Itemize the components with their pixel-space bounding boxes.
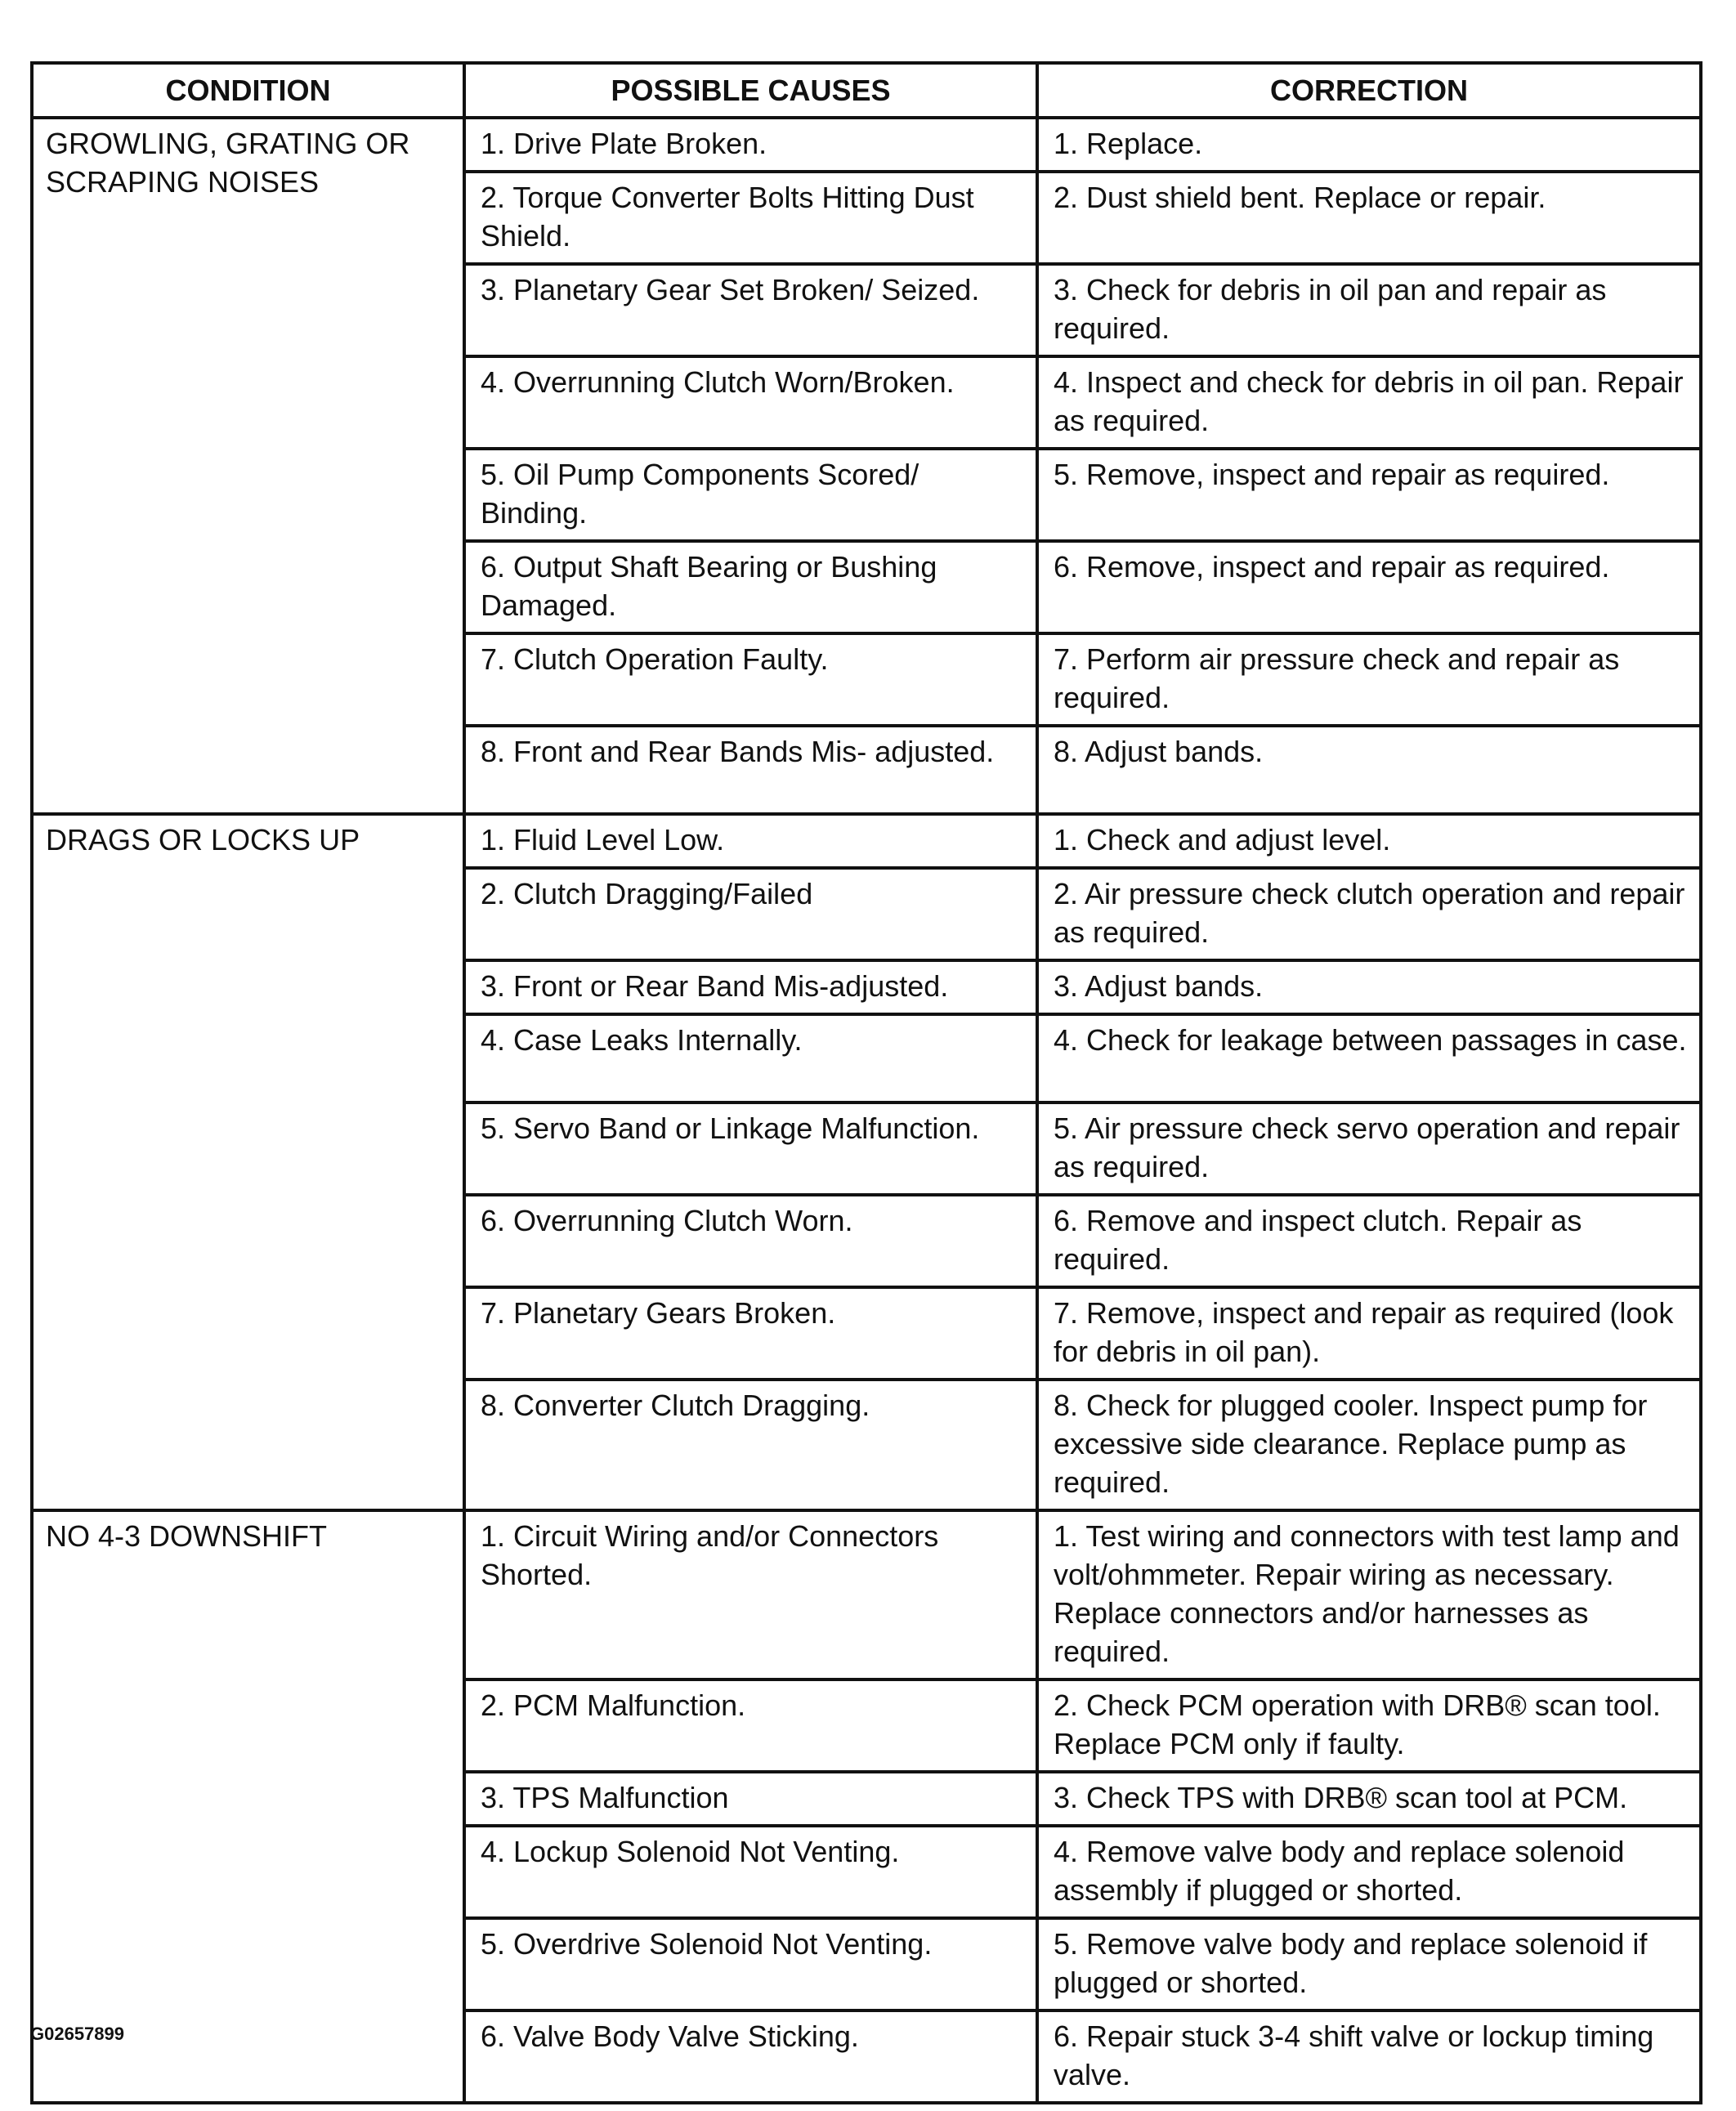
cause-text: 1. Drive Plate Broken. (481, 127, 767, 160)
correction-cell (1037, 1195, 1701, 1287)
cause-cell (464, 1826, 1037, 1918)
cause-cell (464, 814, 1037, 868)
cause-text: 3. Front or Rear Band Mis-adjusted. (481, 969, 949, 1003)
correction-text: 1. Test wiring and connectors with test lamp and volt/ohmmeter. Repair wiring as necessary. Replace connectors and/or harnesses as required. (1054, 1519, 1680, 1668)
correction-text: 6. Remove and inspect clutch. Repair as required. (1054, 1204, 1582, 1276)
cause-text: 2. Clutch Dragging/Failed (481, 877, 813, 910)
cause-cell (464, 1380, 1037, 1510)
correction-text: 7. Perform air pressure check and repair as required. (1054, 642, 1620, 714)
correction-text: 4. Remove valve body and replace solenoid assembly if plugged or shorted. (1054, 1835, 1625, 1907)
correction-text: 2. Dust shield bent. Replace or repair. (1054, 181, 1546, 214)
cause-text: 5. Overdrive Solenoid Not Venting. (481, 1927, 933, 1961)
cause-text: 5. Servo Band or Linkage Malfunction. (481, 1111, 980, 1145)
cause-cell (464, 633, 1037, 726)
cause-cell (464, 726, 1037, 814)
correction-text: 5. Remove valve body and replace solenoid if plugged or shorted. (1054, 1927, 1648, 1999)
cause-text: 8. Converter Clutch Dragging. (481, 1389, 870, 1422)
cause-text: 4. Lockup Solenoid Not Venting. (481, 1835, 900, 1868)
cause-text: 5. Oil Pump Components Scored/ Binding. (481, 458, 919, 530)
cause-cell (464, 1918, 1037, 2010)
cause-cell (464, 264, 1037, 356)
cause-cell (464, 1014, 1037, 1102)
cause-cell (464, 118, 1037, 172)
cause-cell (464, 541, 1037, 633)
condition-cell (32, 814, 464, 1510)
header-correction: CORRECTION (1037, 63, 1701, 118)
cause-text: 7. Clutch Operation Faulty. (481, 642, 829, 676)
correction-text: 3. Check TPS with DRB® scan tool at PCM. (1054, 1781, 1628, 1814)
cause-text: 6. Output Shaft Bearing or Bushing Damaged. (481, 550, 937, 622)
correction-text: 7. Remove, inspect and repair as required (look for debris in oil pan). (1054, 1296, 1674, 1368)
cause-cell (464, 1195, 1037, 1287)
correction-text: 8. Check for plugged cooler. Inspect pump for excessive side clearance. Replace pump as required. (1054, 1389, 1648, 1499)
correction-cell (1037, 633, 1701, 726)
condition-text: NO 4-3 DOWNSHIFT (46, 1519, 328, 1553)
correction-cell (1037, 1826, 1701, 1918)
correction-cell (1037, 960, 1701, 1014)
diagnosis-table (30, 61, 1702, 2104)
table-row (32, 814, 1701, 868)
cause-cell (464, 356, 1037, 449)
cause-text: 6. Valve Body Valve Sticking. (481, 2019, 859, 2053)
correction-text: 4. Check for leakage between passages in case. (1054, 1023, 1687, 1057)
correction-cell (1037, 541, 1701, 633)
correction-text: 6. Remove, inspect and repair as required. (1054, 550, 1610, 584)
correction-cell (1037, 449, 1701, 541)
table-row (32, 118, 1701, 172)
correction-cell (1037, 1772, 1701, 1826)
correction-cell (1037, 814, 1701, 868)
correction-cell (1037, 1510, 1701, 1679)
condition-cell (32, 1510, 464, 2103)
cause-text: 2. PCM Malfunction. (481, 1688, 746, 1722)
cause-text: 2. Torque Converter Bolts Hitting Dust Shield. (481, 181, 974, 253)
table-row (32, 1510, 1701, 1679)
correction-text: 3. Adjust bands. (1054, 969, 1264, 1003)
correction-text: 8. Adjust bands. (1054, 735, 1264, 768)
cause-cell (464, 1287, 1037, 1380)
cause-text: 7. Planetary Gears Broken. (481, 1296, 836, 1330)
correction-text: 5. Air pressure check servo operation and repair as required. (1054, 1111, 1680, 1183)
correction-cell (1037, 1014, 1701, 1102)
correction-text: 3. Check for debris in oil pan and repair as required. (1054, 273, 1607, 345)
cause-cell (464, 2010, 1037, 2103)
table-body (32, 118, 1701, 2103)
cause-text: 3. TPS Malfunction (481, 1781, 729, 1814)
cause-text: 4. Overrunning Clutch Worn/Broken. (481, 365, 955, 399)
correction-cell (1037, 1380, 1701, 1510)
cause-cell (464, 1772, 1037, 1826)
cause-cell (464, 868, 1037, 960)
cause-cell (464, 172, 1037, 264)
correction-text: 4. Inspect and check for debris in oil pan. Repair as required. (1054, 365, 1684, 437)
correction-text: 2. Air pressure check clutch operation and repair as required. (1054, 877, 1685, 949)
correction-text: 1. Check and adjust level. (1054, 823, 1391, 856)
condition-text: DRAGS OR LOCKS UP (46, 823, 360, 856)
cause-text: 1. Circuit Wiring and/or Connectors Shorted. (481, 1519, 939, 1591)
correction-cell (1037, 1679, 1701, 1772)
correction-cell (1037, 1918, 1701, 2010)
cause-text: 8. Front and Rear Bands Mis- adjusted. (481, 735, 995, 768)
cause-text: 6. Overrunning Clutch Worn. (481, 1204, 853, 1237)
condition-text: GROWLING, GRATING OR SCRAPING NOISES (46, 127, 410, 199)
correction-text: 2. Check PCM operation with DRB® scan tool. Replace PCM only if faulty. (1054, 1688, 1661, 1760)
figure-id: G02657899 (30, 2024, 124, 2044)
correction-text: 1. Replace. (1054, 127, 1203, 160)
correction-text: 5. Remove, inspect and repair as required. (1054, 458, 1610, 491)
correction-text: 6. Repair stuck 3-4 shift valve or lockup timing valve. (1054, 2019, 1654, 2091)
correction-cell (1037, 356, 1701, 449)
correction-cell (1037, 868, 1701, 960)
correction-cell (1037, 1287, 1701, 1380)
header-row (32, 63, 1701, 118)
cause-cell (464, 1510, 1037, 1679)
header-condition: CONDITION (32, 63, 464, 118)
correction-cell (1037, 118, 1701, 172)
correction-cell (1037, 172, 1701, 264)
correction-cell (1037, 2010, 1701, 2103)
correction-cell (1037, 726, 1701, 814)
cause-text: 3. Planetary Gear Set Broken/ Seized. (481, 273, 980, 306)
cause-text: 1. Fluid Level Low. (481, 823, 725, 856)
cause-text: 4. Case Leaks Internally. (481, 1023, 803, 1057)
correction-cell (1037, 1102, 1701, 1195)
correction-cell (1037, 264, 1701, 356)
cause-cell (464, 1102, 1037, 1195)
cause-cell (464, 449, 1037, 541)
cause-cell (464, 1679, 1037, 1772)
cause-cell (464, 960, 1037, 1014)
condition-cell (32, 118, 464, 814)
header-possible-causes: POSSIBLE CAUSES (464, 63, 1037, 118)
